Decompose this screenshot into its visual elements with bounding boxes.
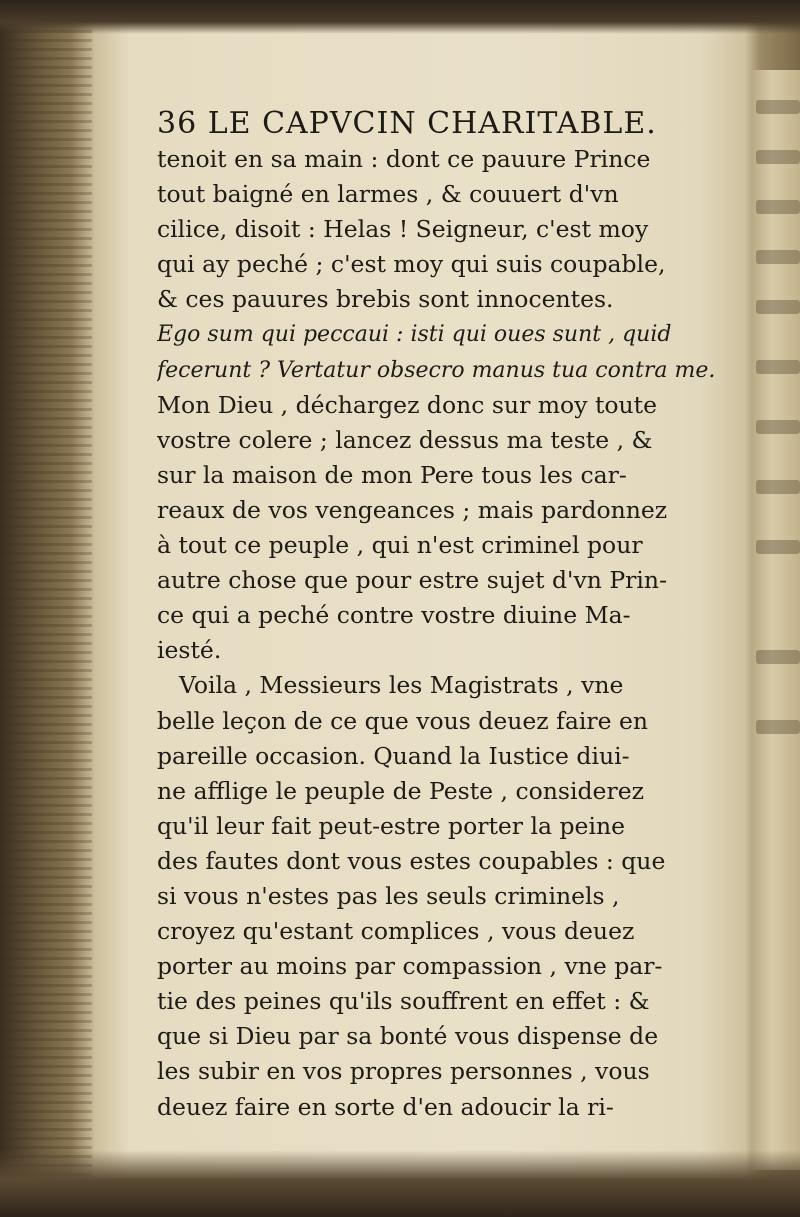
text-line: croyez qu'estant complices , vous deuez bbox=[157, 917, 635, 946]
text-line: sur la maison de mon Pere tous les car- bbox=[157, 460, 627, 489]
text-line: vostre colere ; lancez dessus ma teste , & bbox=[157, 425, 653, 454]
adjacent-page-bleed bbox=[756, 420, 800, 434]
adjacent-page-bleed bbox=[756, 480, 800, 494]
text-line: pareille occasion. Quand la Iustice diui- bbox=[157, 741, 630, 770]
adjacent-page-bleed bbox=[756, 150, 800, 164]
text-line: des fautes dont vous estes coupables : que bbox=[157, 846, 666, 875]
text-line: ne afflige le peuple de Peste , considerez bbox=[157, 776, 644, 805]
text-line: tout baigné en larmes , & couuert d'vn bbox=[157, 180, 619, 209]
text-line: Mon Dieu , déchargez donc sur moy toute bbox=[157, 390, 658, 419]
text-line: tenoit en sa main : dont ce pauure Prince bbox=[157, 145, 651, 173]
adjacent-page-bleed bbox=[756, 100, 800, 114]
adjacent-page-edge bbox=[752, 70, 800, 1170]
text-line: cilice, disoit : Helas ! Seigneur, c'est moy bbox=[157, 215, 649, 244]
text-line: tie des peines qu'ils souffrent en effet : & bbox=[157, 987, 650, 1016]
latin-quote-line: fecerunt ? Vertatur obsecro manus tua contra me. bbox=[157, 357, 716, 383]
adjacent-page-bleed bbox=[756, 650, 800, 664]
adjacent-page-bleed bbox=[756, 300, 800, 314]
text-line: autre chose que pour estre sujet d'vn Prin- bbox=[157, 566, 668, 595]
text-line: belle leçon de ce que vous deuez faire en bbox=[157, 706, 649, 735]
adjacent-page-bleed bbox=[756, 200, 800, 214]
adjacent-page-bleed bbox=[756, 720, 800, 734]
text-line: reaux de vos vengeances ; mais pardonnez bbox=[157, 495, 668, 524]
text-line: qu'il leur fait peut-estre porter la peine bbox=[157, 811, 626, 840]
text-line: que si Dieu par sa bonté vous dispense de bbox=[157, 1022, 659, 1051]
text-line: qui ay peché ; c'est moy qui suis coupable, bbox=[157, 250, 666, 279]
text-line: à tout ce peuple , qui n'est criminel pour bbox=[157, 531, 643, 560]
book-spine-shadow bbox=[0, 30, 92, 1180]
top-scan-edge bbox=[0, 0, 800, 34]
text-line: ce qui a peché contre vostre diuine Ma- bbox=[157, 601, 631, 630]
text-line: les subir en vos propres personnes , vous bbox=[157, 1057, 650, 1086]
adjacent-page-bleed bbox=[756, 540, 800, 554]
body-text bbox=[157, 142, 757, 1125]
text-line: si vous n'estes pas les seuls criminels , bbox=[157, 881, 620, 910]
paragraph-start-line: Voila , Messieurs les Magistrats , vne bbox=[179, 671, 624, 700]
running-header: 36 LE CAPVCIN CHARITABLE. bbox=[157, 106, 657, 141]
bottom-scan-edge bbox=[0, 1150, 800, 1217]
adjacent-page-bleed bbox=[756, 250, 800, 264]
text-line: deuez faire en sorte d'en adoucir la ri- bbox=[157, 1092, 614, 1121]
latin-quote-line: Ego sum qui peccaui : isti qui oues sunt , quid bbox=[157, 322, 672, 348]
text-line: iesté. bbox=[157, 636, 222, 665]
text-line: porter au moins par compassion , vne par- bbox=[157, 952, 663, 981]
adjacent-page-bleed bbox=[756, 360, 800, 374]
text-line: & ces pauures brebis sont innocentes. bbox=[157, 285, 614, 314]
